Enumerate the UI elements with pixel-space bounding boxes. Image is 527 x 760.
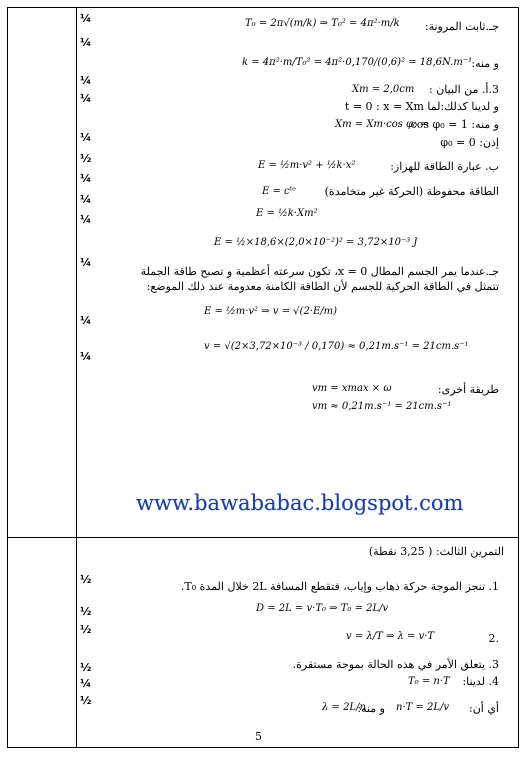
- mark: ¼: [80, 350, 92, 363]
- text-line: جـ.ثابت المرونة:: [424, 20, 499, 33]
- text-line: تتمثل في الطاقة الحركية للجسم لأن الطاقة الكامنة معدومة عند ذلك الموضع:: [146, 280, 499, 293]
- mark: ¼: [80, 213, 92, 226]
- text-line: جـ.عندما يمر الجسم المطال x = 0، تكون سرعته أعظمية و تصبح طاقة الجملة: [140, 265, 499, 278]
- formula: E = ½m·v² ⇒ v = √(2·E/m): [204, 306, 338, 317]
- text-line: و منه: cos φ₀ = 1: [410, 118, 499, 131]
- mark: ½: [80, 152, 92, 165]
- text-line: و لدينا كذلك:لما t = 0 : x = Xm: [344, 100, 499, 113]
- page-number: 5: [255, 730, 262, 743]
- mark: ¼: [80, 677, 92, 690]
- mark: ½: [80, 623, 92, 636]
- text-line: الطاقة محفوظة (الحركة غير متخامدة): [324, 185, 499, 198]
- text-line: 4. لدينا:: [462, 675, 499, 688]
- formula: n·T = 2L/v: [396, 702, 450, 713]
- mark: ½: [80, 573, 92, 586]
- formula: E = ½m·v² + ½k·x²: [258, 160, 356, 171]
- text-line: 3.أ. من البيان :: [429, 83, 499, 96]
- mark: ¼: [80, 131, 92, 144]
- mark: ¼: [80, 314, 92, 327]
- text-line: أي أن:: [468, 702, 499, 715]
- text-line: طريقة أخرى:: [437, 383, 499, 396]
- formula: v = λ/T ⇒ λ = v·T: [346, 631, 435, 642]
- marks-column-divider: [76, 7, 77, 748]
- text-line: 1. تنجز الموجة حركة ذهاب وإياب، فتقطع المسافة 2L خلال المدة T₀.: [180, 580, 499, 593]
- formula: Xm = Xm·cos φ₀ ⇒: [335, 119, 429, 130]
- text-line: و منه:: [357, 702, 385, 715]
- watermark-url: www.bawababac.blogspot.com: [136, 491, 464, 515]
- text-line: إذن: φ₀ = 0: [440, 136, 499, 149]
- mark: ¼: [80, 12, 92, 25]
- formula: T₀ = n·T: [408, 676, 450, 687]
- formula: v = √(2×3,72×10⁻³ / 0,170) ≈ 0,21m.s⁻¹ = 21cm.s⁻¹: [204, 341, 469, 352]
- formula: D = 2L = v·T₀ ⇒ T₀ = 2L/v: [256, 603, 389, 614]
- formula: E = ½k·Xm²: [256, 208, 318, 219]
- mark: ½: [80, 605, 92, 618]
- mark: ¼: [80, 193, 92, 206]
- exercise-heading: التمرين الثالث: ( 3,25 نقطة): [368, 545, 504, 558]
- text-line: 3. يتعلق الأمر في هذه الحالة بموجة مستقرة.: [292, 658, 499, 671]
- mark: ¼: [80, 92, 92, 105]
- formula: T₀ = 2π√(m/k) ⇒ T₀² = 4π²·m/k: [245, 18, 400, 29]
- section-divider: [7, 537, 519, 538]
- formula: λ = 2L/n: [322, 702, 366, 713]
- mark: ¼: [80, 36, 92, 49]
- formula: k = 4π²·m/T₀² = 4π²·0,170/(0,6)² = 18,6N.m⁻¹: [242, 57, 473, 68]
- mark: ¼: [80, 74, 92, 87]
- formula: vm ≈ 0,21m.s⁻¹ = 21cm.s⁻¹: [312, 401, 452, 412]
- mark: ¼: [80, 256, 92, 269]
- text-line: و منه:: [471, 57, 499, 70]
- formula: Xm = 2,0cm: [352, 84, 415, 95]
- mark: ½: [80, 694, 92, 707]
- text-line: ب. عبارة الطاقة للهزاز:: [390, 160, 499, 173]
- mark: ¼: [80, 172, 92, 185]
- formula: E = cᵗᵉ: [262, 186, 296, 197]
- formula: vm = xmax × ω: [312, 383, 392, 394]
- formula: E = ½×18,6×(2,0×10⁻²)² = 3,72×10⁻³ J: [214, 237, 418, 248]
- mark: ½: [80, 661, 92, 674]
- text-line: .2: [488, 632, 499, 645]
